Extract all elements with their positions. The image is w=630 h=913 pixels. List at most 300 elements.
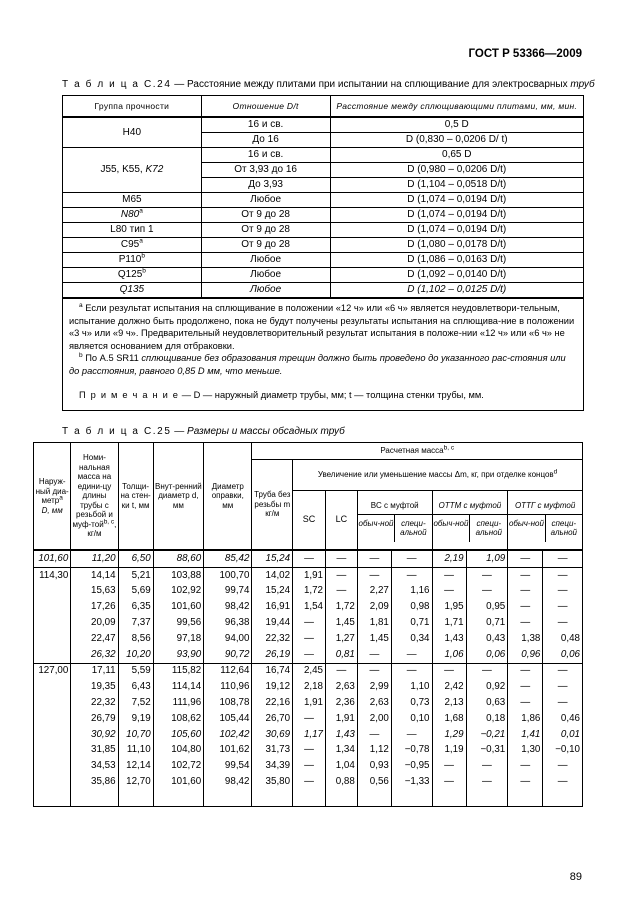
value-cell: 0,92 bbox=[466, 679, 508, 695]
value-cell: 0,06 bbox=[543, 647, 583, 663]
value-cell: −0,21 bbox=[466, 727, 508, 743]
value-cell: 2,45 bbox=[293, 663, 326, 679]
value-cell: 16,74 bbox=[252, 663, 293, 679]
value-cell: 7,52 bbox=[118, 695, 153, 711]
value-cell: — bbox=[508, 584, 543, 600]
value-cell: 2,63 bbox=[326, 679, 358, 695]
value-cell: 0,88 bbox=[326, 774, 358, 790]
value-cell: 1,45 bbox=[326, 615, 358, 631]
value-cell: 30,69 bbox=[252, 727, 293, 743]
outer-diameter-cell bbox=[34, 743, 71, 759]
strength-group-cell bbox=[63, 223, 202, 238]
table25-row bbox=[34, 790, 583, 806]
table25-row bbox=[34, 727, 583, 743]
value-cell: 1,04 bbox=[326, 758, 358, 774]
table24-caption-text: — Расстояние между плитами при испытании на сплющивание для электросварных bbox=[171, 79, 571, 90]
col-header-ratio: Отношение D/t bbox=[201, 96, 330, 118]
value-cell: 22,16 bbox=[252, 695, 293, 711]
table25-row bbox=[34, 615, 583, 631]
value-cell: 1,54 bbox=[293, 599, 326, 615]
value-cell bbox=[391, 790, 432, 806]
value-cell: — bbox=[432, 567, 466, 583]
col-header-ottg: ОТТГ с муфтой обыч-ной специ-альной bbox=[508, 491, 583, 551]
value-cell: 5,69 bbox=[118, 584, 153, 600]
ratio-cell: Любое bbox=[201, 268, 330, 283]
col-header-strength-group: Группа прочности bbox=[63, 96, 202, 118]
value-cell: — bbox=[293, 615, 326, 631]
value-cell: 93,90 bbox=[153, 647, 204, 663]
col-header-bc: BC с муфтой обыч-ной специ-альной bbox=[357, 491, 432, 551]
value-cell: 31,85 bbox=[71, 743, 118, 759]
distance-cell: D (1,086 – 0,0163 D/t) bbox=[330, 253, 584, 268]
value-cell: 96,38 bbox=[204, 615, 252, 631]
value-cell: 35,86 bbox=[71, 774, 118, 790]
value-cell bbox=[293, 790, 326, 806]
table25-row bbox=[34, 631, 583, 647]
value-cell: — bbox=[326, 550, 358, 567]
outer-diameter-cell bbox=[34, 584, 71, 600]
value-cell: 0,56 bbox=[357, 774, 391, 790]
table24-notes bbox=[63, 298, 584, 410]
value-cell: 90,72 bbox=[204, 647, 252, 663]
value-cell: — bbox=[543, 679, 583, 695]
value-cell: — bbox=[293, 631, 326, 647]
value-cell: 1,30 bbox=[508, 743, 543, 759]
ratio-cell: От 9 до 28 bbox=[201, 238, 330, 253]
value-cell: 19,44 bbox=[252, 615, 293, 631]
value-cell: 2,42 bbox=[432, 679, 466, 695]
footnote-a-text: Если результат испытания на сплющивание в положении «12 ч» или «6 ч» является неудовлетвори-тельным, испытание должно быть продолжено, пока не будут получены результаты испытания на сплющива-ние в положении «3 ч» или «9 ч». Предварительный неудовлетворительный результат испытания в положе-нии «12 ч» или «6 ч» не является основанием для отбраковки. bbox=[69, 303, 575, 351]
strength-group-cell bbox=[63, 117, 202, 148]
value-cell: — bbox=[391, 550, 432, 567]
strength-group-cell bbox=[63, 238, 202, 253]
col-header-lc: LC bbox=[326, 491, 358, 551]
value-cell: 102,92 bbox=[153, 584, 204, 600]
table24-row bbox=[63, 193, 584, 208]
value-cell: 101,60 bbox=[153, 774, 204, 790]
value-cell: 1,43 bbox=[432, 631, 466, 647]
value-cell: 31,73 bbox=[252, 743, 293, 759]
value-cell: 0,46 bbox=[543, 711, 583, 727]
ratio-cell: Любое bbox=[201, 283, 330, 299]
value-cell: 0,10 bbox=[391, 711, 432, 727]
value-cell: — bbox=[326, 567, 358, 583]
value-cell: 99,56 bbox=[153, 615, 204, 631]
value-cell: 1,72 bbox=[293, 584, 326, 600]
outer-diameter-cell bbox=[34, 711, 71, 727]
value-cell: — bbox=[432, 584, 466, 600]
strength-group-cell bbox=[63, 268, 202, 283]
value-cell: — bbox=[326, 584, 358, 600]
value-cell: 100,70 bbox=[204, 567, 252, 583]
value-cell: — bbox=[508, 599, 543, 615]
value-cell: — bbox=[508, 695, 543, 711]
outer-diameter-cell bbox=[34, 631, 71, 647]
footnote-ref: b bbox=[141, 252, 145, 260]
distance-cell: D (1,092 – 0,0140 D/t) bbox=[330, 268, 584, 283]
footnote-a bbox=[69, 302, 577, 352]
strength-group-cell bbox=[63, 193, 202, 208]
col-header-mass-delta: Увеличение или уменьшение массы Δm, кг, при отделке концов$^d$ bbox=[293, 460, 583, 491]
ratio-cell: 16 и св. bbox=[201, 117, 330, 133]
outer-diameter-cell: 101,60 bbox=[34, 550, 71, 567]
value-cell: 0,06 bbox=[466, 647, 508, 663]
distance-cell: D (1,074 – 0,0194 D/t) bbox=[330, 223, 584, 238]
document-header: ГОСТ Р 53366—2009 bbox=[468, 48, 582, 60]
value-cell: 103,88 bbox=[153, 567, 204, 583]
value-cell: 16,91 bbox=[252, 599, 293, 615]
ratio-cell: От 9 до 28 bbox=[201, 208, 330, 223]
col-header-outer-diameter: Наруж-ный диа-метр$^a$ D, мм bbox=[34, 443, 71, 551]
value-cell: 0,43 bbox=[466, 631, 508, 647]
casing-sizes-table bbox=[33, 442, 583, 807]
value-cell: 14,14 bbox=[71, 567, 118, 583]
table25-row bbox=[34, 774, 583, 790]
value-cell: 1,19 bbox=[432, 743, 466, 759]
value-cell: 10,20 bbox=[118, 647, 153, 663]
value-cell: 1,12 bbox=[357, 743, 391, 759]
outer-diameter-cell: 127,00 bbox=[34, 663, 71, 679]
value-cell bbox=[153, 790, 204, 806]
value-cell: 115,82 bbox=[153, 663, 204, 679]
value-cell: 15,63 bbox=[71, 584, 118, 600]
value-cell: — bbox=[508, 679, 543, 695]
distance-cell: D (1,104 – 0,0518 D/t) bbox=[330, 178, 584, 193]
value-cell: 22,47 bbox=[71, 631, 118, 647]
value-cell: — bbox=[466, 774, 508, 790]
value-cell: 0,93 bbox=[357, 758, 391, 774]
value-cell bbox=[204, 790, 252, 806]
outer-diameter-cell bbox=[34, 727, 71, 743]
value-cell: 94,00 bbox=[204, 631, 252, 647]
outer-diameter-cell bbox=[34, 790, 71, 806]
value-cell: — bbox=[508, 550, 543, 567]
value-cell: 99,54 bbox=[204, 758, 252, 774]
table25-caption-prefix: Т а б л и ц а С.25 bbox=[62, 426, 172, 437]
strength-group-name: C95 bbox=[120, 239, 140, 250]
value-cell: — bbox=[508, 615, 543, 631]
value-cell: 10,70 bbox=[118, 727, 153, 743]
table25-caption-italic: — Размеры и массы обсадных труб bbox=[171, 426, 345, 437]
strength-group-name-italic: K72 bbox=[145, 164, 164, 175]
value-cell: 20,09 bbox=[71, 615, 118, 631]
note-label: П р и м е ч а н и е bbox=[79, 390, 180, 400]
value-cell: 14,02 bbox=[252, 567, 293, 583]
value-cell: 112,64 bbox=[204, 663, 252, 679]
value-cell: 8,56 bbox=[118, 631, 153, 647]
footnote-ref: a bbox=[139, 237, 143, 245]
footnote-b bbox=[69, 352, 577, 377]
value-cell: 2,09 bbox=[357, 599, 391, 615]
table24-primechanie bbox=[69, 389, 577, 402]
value-cell: 1,16 bbox=[391, 584, 432, 600]
value-cell: — bbox=[293, 647, 326, 663]
value-cell: — bbox=[391, 727, 432, 743]
value-cell: 35,80 bbox=[252, 774, 293, 790]
flattening-distance-table bbox=[62, 95, 584, 411]
distance-cell: 0,5 D bbox=[330, 117, 584, 133]
strength-group-name-italic: Q135 bbox=[119, 284, 145, 295]
value-cell: 98,42 bbox=[204, 774, 252, 790]
value-cell: 1,45 bbox=[357, 631, 391, 647]
value-cell bbox=[466, 790, 508, 806]
value-cell: — bbox=[466, 567, 508, 583]
value-cell: 1,34 bbox=[326, 743, 358, 759]
value-cell: 5,59 bbox=[118, 663, 153, 679]
value-cell: — bbox=[508, 567, 543, 583]
value-cell: −0,10 bbox=[543, 743, 583, 759]
value-cell bbox=[252, 790, 293, 806]
value-cell: 0,71 bbox=[391, 615, 432, 631]
value-cell: — bbox=[543, 758, 583, 774]
footnote-b-prefix: По А.5 SR11 bbox=[85, 353, 142, 363]
value-cell: 1,41 bbox=[508, 727, 543, 743]
value-cell: 7,37 bbox=[118, 615, 153, 631]
ratio-cell: От 9 до 28 bbox=[201, 223, 330, 238]
table25-row bbox=[34, 758, 583, 774]
value-cell: 19,12 bbox=[252, 679, 293, 695]
value-cell: 12,70 bbox=[118, 774, 153, 790]
table24-row bbox=[63, 223, 584, 238]
value-cell: 105,44 bbox=[204, 711, 252, 727]
value-cell: — bbox=[432, 774, 466, 790]
value-cell: 0,98 bbox=[391, 599, 432, 615]
value-cell: — bbox=[543, 695, 583, 711]
strength-group-name: Q125 bbox=[117, 269, 143, 280]
value-cell: 2,63 bbox=[357, 695, 391, 711]
strength-group-cell bbox=[63, 253, 202, 268]
table25-row bbox=[34, 567, 583, 583]
value-cell: — bbox=[543, 567, 583, 583]
value-cell: 9,19 bbox=[118, 711, 153, 727]
value-cell: 19,35 bbox=[71, 679, 118, 695]
table25-caption bbox=[62, 426, 345, 437]
col-header-pipe-unthreaded: Труба без резьбы m кг/м bbox=[252, 460, 293, 551]
value-cell: 2,27 bbox=[357, 584, 391, 600]
value-cell: 6,43 bbox=[118, 679, 153, 695]
value-cell: 98,42 bbox=[204, 599, 252, 615]
outer-diameter-cell bbox=[34, 758, 71, 774]
value-cell: 0,48 bbox=[543, 631, 583, 647]
value-cell: 17,11 bbox=[71, 663, 118, 679]
value-cell: 15,24 bbox=[252, 584, 293, 600]
strength-group-name: P110 bbox=[118, 254, 142, 265]
value-cell: — bbox=[391, 567, 432, 583]
value-cell: 0,73 bbox=[391, 695, 432, 711]
col-header-mandrel-diameter: Диаметр оправки, мм bbox=[204, 443, 252, 551]
value-cell: 1,09 bbox=[466, 550, 508, 567]
footnote-ref: a bbox=[139, 207, 143, 215]
distance-cell: 0,65 D bbox=[330, 148, 584, 163]
value-cell: 1,29 bbox=[432, 727, 466, 743]
col-header-ottm: ОТТМ с муфтой обыч-ной специ-альной bbox=[432, 491, 508, 551]
value-cell: 22,32 bbox=[71, 695, 118, 711]
value-cell: 88,60 bbox=[153, 550, 204, 567]
value-cell: 2,36 bbox=[326, 695, 358, 711]
value-cell: 15,24 bbox=[252, 550, 293, 567]
value-cell: — bbox=[293, 743, 326, 759]
value-cell: 101,60 bbox=[153, 599, 204, 615]
value-cell: — bbox=[432, 758, 466, 774]
outer-diameter-cell: 114,30 bbox=[34, 567, 71, 583]
table25-row bbox=[34, 663, 583, 679]
page-number: 89 bbox=[569, 871, 582, 883]
value-cell bbox=[326, 790, 358, 806]
value-cell: 17,26 bbox=[71, 599, 118, 615]
value-cell: — bbox=[466, 758, 508, 774]
value-cell: — bbox=[391, 663, 432, 679]
col-header-distance: Расстояние между сплющивающими плитами, мм, мин. bbox=[330, 96, 584, 118]
value-cell: 2,19 bbox=[432, 550, 466, 567]
value-cell: 22,32 bbox=[252, 631, 293, 647]
value-cell: 2,99 bbox=[357, 679, 391, 695]
value-cell: 102,42 bbox=[204, 727, 252, 743]
value-cell: — bbox=[508, 774, 543, 790]
strength-group-name: H40 bbox=[122, 126, 142, 138]
value-cell: — bbox=[432, 663, 466, 679]
value-cell: −1,33 bbox=[391, 774, 432, 790]
value-cell: 1,71 bbox=[432, 615, 466, 631]
table24-notes-row bbox=[63, 298, 584, 410]
value-cell bbox=[71, 790, 118, 806]
table25-row bbox=[34, 711, 583, 727]
value-cell bbox=[543, 790, 583, 806]
outer-diameter-cell bbox=[34, 774, 71, 790]
distance-cell: D (0,980 – 0,0206 D/t) bbox=[330, 163, 584, 178]
value-cell: 1,06 bbox=[432, 647, 466, 663]
outer-diameter-cell bbox=[34, 695, 71, 711]
value-cell: — bbox=[326, 663, 358, 679]
value-cell: — bbox=[543, 774, 583, 790]
value-cell: 6,35 bbox=[118, 599, 153, 615]
value-cell: 108,78 bbox=[204, 695, 252, 711]
value-cell: — bbox=[466, 584, 508, 600]
table25-row bbox=[34, 695, 583, 711]
note-text: — D — наружный диаметр трубы, мм; t — толщина стенки трубы, мм. bbox=[179, 390, 484, 400]
value-cell: 111,96 bbox=[153, 695, 204, 711]
value-cell: — bbox=[543, 599, 583, 615]
outer-diameter-cell bbox=[34, 647, 71, 663]
value-cell: 102,72 bbox=[153, 758, 204, 774]
value-cell: — bbox=[543, 550, 583, 567]
footnote-b-italic: сплющивание без образования трещин должно быть проведено до указанного рас-стояния или до расстояния, равного 0,85 D мм, что меньше. bbox=[69, 353, 566, 376]
value-cell: — bbox=[357, 567, 391, 583]
value-cell: — bbox=[391, 647, 432, 663]
value-cell: 1,17 bbox=[293, 727, 326, 743]
value-cell: 110,96 bbox=[204, 679, 252, 695]
table25-row bbox=[34, 647, 583, 663]
table24-row bbox=[63, 253, 584, 268]
col-header-wall-thickness: Толщи-на стен-ки t, мм bbox=[118, 443, 153, 551]
table25-row bbox=[34, 599, 583, 615]
value-cell: 1,68 bbox=[432, 711, 466, 727]
value-cell bbox=[357, 790, 391, 806]
value-cell: 0,81 bbox=[326, 647, 358, 663]
value-cell: 2,18 bbox=[293, 679, 326, 695]
table24-caption-prefix: Т а б л и ц а С.24 bbox=[62, 79, 172, 90]
value-cell: 0,96 bbox=[508, 647, 543, 663]
value-cell: 1,72 bbox=[326, 599, 358, 615]
value-cell: 1,38 bbox=[508, 631, 543, 647]
value-cell: 1,10 bbox=[391, 679, 432, 695]
value-cell: 85,42 bbox=[204, 550, 252, 567]
footnote-ref: b bbox=[142, 267, 146, 275]
value-cell: 0,01 bbox=[543, 727, 583, 743]
table24-row bbox=[63, 208, 584, 223]
footnote-a-marker: a bbox=[79, 301, 83, 309]
distance-cell: D (1,102 – 0,0125 D/t) bbox=[330, 283, 584, 299]
value-cell: 1,91 bbox=[293, 567, 326, 583]
value-cell: 12,14 bbox=[118, 758, 153, 774]
ratio-cell: 16 и св. bbox=[201, 148, 330, 163]
value-cell: — bbox=[508, 663, 543, 679]
col-header-inner-diameter: Внут-ренний диаметр d, мм bbox=[153, 443, 204, 551]
value-cell: — bbox=[357, 663, 391, 679]
value-cell: 0,95 bbox=[466, 599, 508, 615]
ratio-cell: От 3,93 до 16 bbox=[201, 163, 330, 178]
value-cell: — bbox=[357, 727, 391, 743]
value-cell: — bbox=[466, 663, 508, 679]
outer-diameter-cell bbox=[34, 679, 71, 695]
value-cell: — bbox=[357, 647, 391, 663]
value-cell: 26,70 bbox=[252, 711, 293, 727]
value-cell: 0,71 bbox=[466, 615, 508, 631]
strength-group-name: L80 тип 1 bbox=[110, 224, 154, 235]
value-cell: 26,19 bbox=[252, 647, 293, 663]
value-cell: 1,91 bbox=[293, 695, 326, 711]
value-cell: 6,50 bbox=[118, 550, 153, 567]
value-cell: 99,74 bbox=[204, 584, 252, 600]
value-cell: 1,43 bbox=[326, 727, 358, 743]
value-cell: 2,00 bbox=[357, 711, 391, 727]
table24-row bbox=[63, 268, 584, 283]
distance-cell: D (1,074 – 0,0194 D/t) bbox=[330, 208, 584, 223]
strength-group-cell bbox=[63, 208, 202, 223]
value-cell: 11,10 bbox=[118, 743, 153, 759]
value-cell: 97,18 bbox=[153, 631, 204, 647]
value-cell: 34,39 bbox=[252, 758, 293, 774]
value-cell: 105,60 bbox=[153, 727, 204, 743]
value-cell: 1,86 bbox=[508, 711, 543, 727]
table24-row bbox=[63, 283, 584, 299]
table24-row bbox=[63, 148, 584, 163]
col-header-sc: SC bbox=[293, 491, 326, 551]
value-cell: — bbox=[543, 584, 583, 600]
ratio-cell: До 16 bbox=[201, 133, 330, 148]
strength-group-name-italic: N80 bbox=[120, 209, 140, 220]
strength-group-cell bbox=[63, 148, 202, 193]
value-cell: 108,62 bbox=[153, 711, 204, 727]
table24-caption bbox=[62, 79, 595, 90]
value-cell: 5,21 bbox=[118, 567, 153, 583]
value-cell bbox=[118, 790, 153, 806]
table25-row bbox=[34, 743, 583, 759]
value-cell: 26,79 bbox=[71, 711, 118, 727]
value-cell: 101,62 bbox=[204, 743, 252, 759]
ratio-cell: До 3,93 bbox=[201, 178, 330, 193]
col-header-calculated-mass: Расчетная масса$^{b, c}$ bbox=[252, 443, 583, 460]
outer-diameter-cell bbox=[34, 599, 71, 615]
value-cell: — bbox=[293, 711, 326, 727]
table25-row bbox=[34, 550, 583, 567]
value-cell: 1,27 bbox=[326, 631, 358, 647]
value-cell bbox=[508, 790, 543, 806]
value-cell bbox=[432, 790, 466, 806]
value-cell: 1,91 bbox=[326, 711, 358, 727]
strength-group-name: J55, K55, bbox=[100, 164, 146, 175]
footnote-b-marker: b bbox=[79, 351, 83, 359]
table25-row bbox=[34, 584, 583, 600]
